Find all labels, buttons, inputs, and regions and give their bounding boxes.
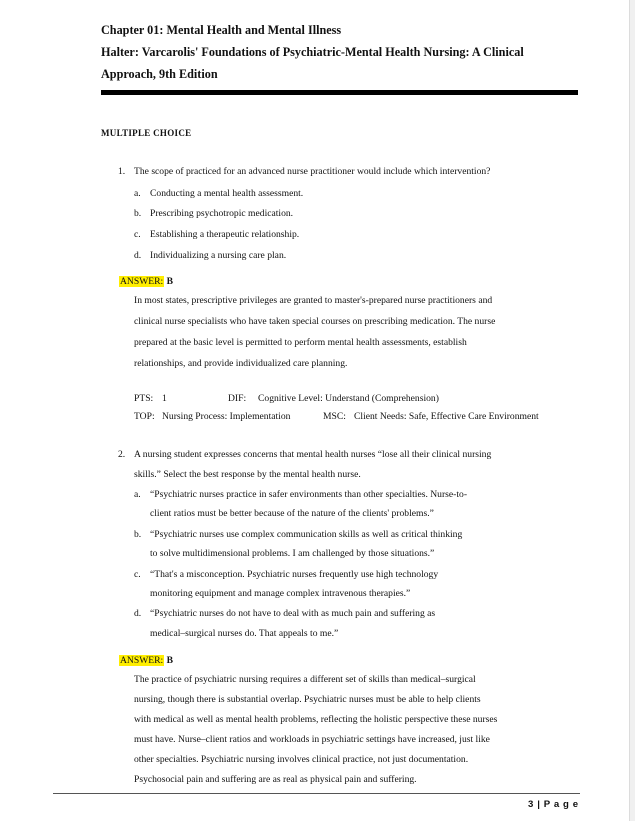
rationale-line: In most states, prescriptive privileges are granted to master's-prepared nurse practitioners and [134, 295, 493, 306]
answer-label: ANSWER: [120, 276, 164, 287]
option-letter: b. [134, 529, 142, 540]
option-letter: d. [134, 608, 142, 619]
dif-label: DIF: [228, 393, 247, 404]
rationale-line: The practice of psychiatric nursing requires a different set of skills than medical–surgical [134, 674, 476, 685]
msc-label: MSC: [323, 411, 346, 422]
answer-value: B [166, 655, 173, 666]
option-text: medical–surgical nurses do. That appeals to me.” [150, 628, 339, 639]
option-letter: a. [134, 188, 141, 199]
option-letter: d. [134, 250, 142, 261]
option-text: monitoring equipment and manage complex intravenous therapies.” [150, 588, 411, 599]
answer-value: B [166, 276, 173, 287]
option-text: Establishing a therapeutic relationship. [150, 229, 300, 240]
option-text: “That's a misconception. Psychiatric nurses frequently use high technology [150, 569, 439, 580]
book-title-line1: Halter: Varcarolis' Foundations of Psychiatric-Mental Health Nursing: A Clinical [101, 45, 524, 59]
section-title: MULTIPLE CHOICE [101, 128, 192, 138]
rationale-line: relationships, and provide individualized care planning. [134, 358, 348, 369]
answer-line [119, 655, 173, 666]
answer-label: ANSWER: [120, 655, 164, 666]
pts-label: PTS: [134, 393, 154, 404]
question-stem: A nursing student expresses concerns that mental health nurses “lose all their clinical nursing [134, 449, 492, 460]
rationale-line: Psychosocial pain and suffering are as real as physical pain and suffering. [134, 774, 417, 785]
option-text: “Psychiatric nurses do not have to deal with as much pain and suffering as [150, 608, 436, 619]
rationale-line: nursing, though there is substantial overlap. Psychiatric nurses must be able to help clients [134, 694, 481, 705]
top-label: TOP: [134, 411, 155, 422]
rationale-line: other specialties. Psychiatric nursing involves clinical practice, not just documentation. [134, 754, 469, 765]
option-text: “Psychiatric nurses use complex communication skills as well as critical thinking [150, 529, 463, 540]
footer-rule [53, 793, 580, 794]
option-text: Individualizing a nursing care plan. [150, 250, 287, 261]
question-number: 1. [118, 166, 126, 177]
option-text: Prescribing psychotropic medication. [150, 208, 294, 219]
answer-line [119, 276, 173, 287]
pts-value: 1 [162, 393, 167, 404]
option-letter: b. [134, 208, 142, 219]
dif-value: Cognitive Level: Understand (Comprehension) [258, 393, 439, 404]
rationale-line: must have. Nurse–client ratios and workloads in psychiatric settings have increased, just like [134, 734, 490, 745]
book-title-line2: Approach, 9th Edition [101, 67, 218, 81]
option-letter: c. [134, 229, 141, 240]
page-number: 3 | P a g e [528, 799, 579, 810]
option-text: Conducting a mental health assessment. [150, 188, 304, 199]
option-text: client ratios must be better because of the nature of the clients' problems.” [150, 508, 434, 519]
top-value: Nursing Process: Implementation [162, 411, 291, 422]
msc-value: Client Needs: Safe, Effective Care Environment [354, 411, 539, 422]
question-number: 2. [118, 449, 126, 460]
option-text: to solve multidimensional problems. I am challenged by those situations.” [150, 548, 435, 559]
rationale-line: with medical as well as mental health problems, reflecting the holistic perspective these nurses [134, 714, 498, 725]
question-stem: skills.” Select the best response by the mental health nurse. [134, 469, 361, 480]
chapter-title: Chapter 01: Mental Health and Mental Illness [101, 23, 342, 37]
option-text: “Psychiatric nurses practice in safer environments than other specialties. Nurse-to- [150, 489, 468, 500]
rationale-line: prepared at the basic level is permitted to perform mental health assessments, establish [134, 337, 467, 348]
header-rule [101, 90, 578, 95]
option-letter: a. [134, 489, 141, 500]
rationale-line: clinical nurse specialists who have taken special courses on prescribing medication. The nurse [134, 316, 496, 327]
question-stem: The scope of practiced for an advanced nurse practitioner would include which intervention? [134, 166, 491, 177]
option-letter: c. [134, 569, 141, 580]
